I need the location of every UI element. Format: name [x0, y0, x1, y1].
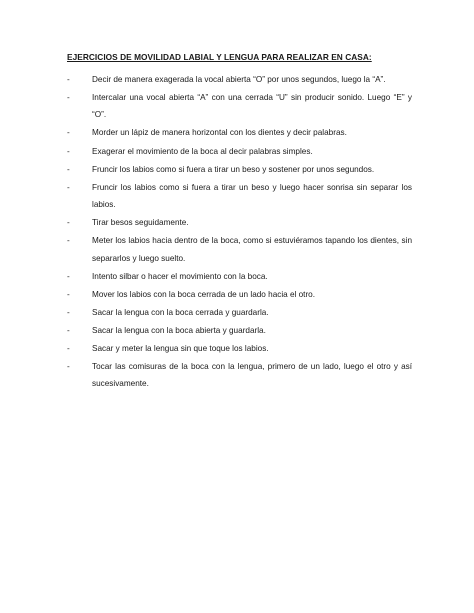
list-item-text: Meter los labios hacia dentro de la boca, como si estuviéramos tapando los dientes, sin separarlos y luego suelto.	[92, 236, 412, 263]
bullet-dash: -	[67, 93, 70, 103]
list-item	[67, 124, 412, 141]
list-item-text: Tocar las comisuras de la boca con la lengua, primero de un lado, luego el otro y así sucesivamente.	[92, 362, 412, 389]
list-item	[67, 358, 412, 393]
list-item	[67, 71, 412, 88]
list-item-text: Fruncir los labios como si fuera a tirar un beso y sostener por unos segundos.	[92, 164, 375, 174]
exercise-list	[67, 71, 412, 393]
list-item-text: Sacar la lengua con la boca cerrada y guardarla.	[92, 307, 269, 317]
bullet-dash: -	[67, 128, 70, 138]
list-item	[67, 304, 412, 321]
bullet-dash: -	[67, 164, 70, 174]
bullet-dash: -	[67, 218, 70, 228]
document-title: EJERCICIOS DE MOVILIDAD LABIAL Y LENGUA PARA REALIZAR EN CASA:	[67, 52, 372, 62]
list-item-text: Mover los labios con la boca cerrada de un lado hacia el otro.	[92, 289, 316, 299]
list-item	[67, 161, 412, 178]
list-item	[67, 322, 412, 339]
list-item-text: Sacar y meter la lengua sin que toque los labios.	[92, 344, 269, 354]
list-item	[67, 214, 412, 231]
bullet-dash: -	[67, 236, 70, 246]
bullet-dash: -	[67, 146, 70, 156]
list-item	[67, 268, 412, 285]
bullet-dash: -	[67, 344, 70, 354]
list-item	[67, 89, 412, 124]
bullet-dash: -	[67, 362, 70, 372]
list-item	[67, 286, 412, 303]
list-item	[67, 143, 412, 160]
bullet-dash: -	[67, 182, 70, 192]
list-item-text: Morder un lápiz de manera horizontal con los dientes y decir palabras.	[92, 128, 347, 138]
list-item-text: Intento silbar o hacer el movimiento con la boca.	[92, 271, 268, 281]
bullet-dash: -	[67, 289, 70, 299]
list-item-text: Decir de manera exagerada la vocal abierta “O” por unos segundos, luego la “A”.	[92, 75, 386, 84]
list-item-text: Exagerar el movimiento de la boca al decir palabras simples.	[92, 146, 313, 156]
bullet-dash: -	[67, 271, 70, 281]
list-item-text: Fruncir los labios como si fuera a tirar un beso y luego hacer sonrisa sin separar los labios.	[92, 182, 412, 210]
bullet-dash: -	[67, 325, 70, 335]
bullet-dash: -	[67, 307, 70, 317]
list-item	[67, 179, 412, 214]
list-item	[67, 340, 412, 357]
list-item-text: Tirar besos seguidamente.	[92, 218, 189, 228]
list-item-text: Sacar la lengua con la boca abierta y guardarla.	[92, 325, 266, 335]
list-item	[67, 232, 412, 267]
list-item-text: Intercalar una vocal abierta “A” con una cerrada “U” sin producir sonido. Luego “E” y “O”.	[92, 93, 412, 120]
bullet-dash: -	[67, 75, 70, 84]
